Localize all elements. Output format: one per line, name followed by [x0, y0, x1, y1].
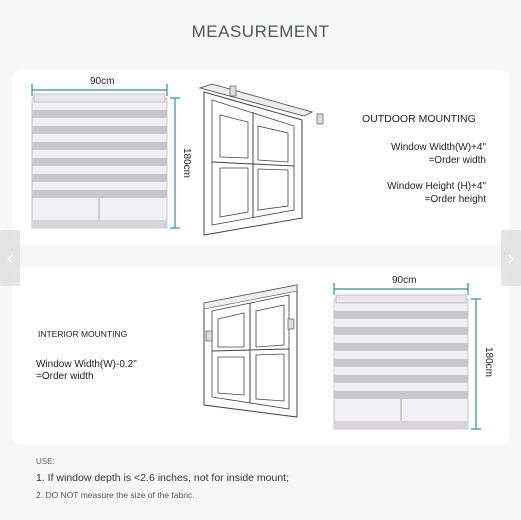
chevron-left-icon: ‹ [6, 246, 14, 270]
note-line-2: 2. DO NOT measure the size of the fabric. [36, 490, 195, 500]
interior-width-result: =Order width [36, 371, 94, 382]
outdoor-mounting-title: OUTDOOR MOUNTING [362, 113, 476, 125]
interior-width-formula: Window Width(W)-0.2" [36, 359, 137, 370]
outdoor-height-result: =Order height [424, 194, 486, 205]
interior-illustration [12, 267, 510, 445]
height-dimension-label: 180cm [181, 148, 192, 179]
chevron-right-icon: › [507, 246, 515, 270]
notes-heading: USE: [36, 457, 55, 466]
width-dimension-label: 90cm [392, 275, 417, 286]
note-line-1: 1. If window depth is <2.6 inches, not for inside mount; [36, 472, 290, 484]
height-dimension-label: 180cm [483, 347, 494, 378]
outdoor-width-formula: Window Width(W)+4" [391, 142, 486, 153]
next-slide-button[interactable] [501, 230, 521, 286]
usage-notes [36, 457, 289, 500]
interior-mounting-title: INTERIOR MOUNTING [38, 329, 128, 339]
outdoor-height-formula: Window Height (H)+4" [387, 181, 486, 192]
outdoor-width-result: =Order width [428, 155, 486, 166]
page-title: MEASUREMENT [191, 22, 330, 41]
outdoor-mounting-panel [12, 70, 510, 245]
prev-slide-button[interactable] [0, 230, 20, 286]
interior-mounting-panel [12, 267, 510, 445]
width-dimension-label: 90cm [90, 76, 115, 87]
